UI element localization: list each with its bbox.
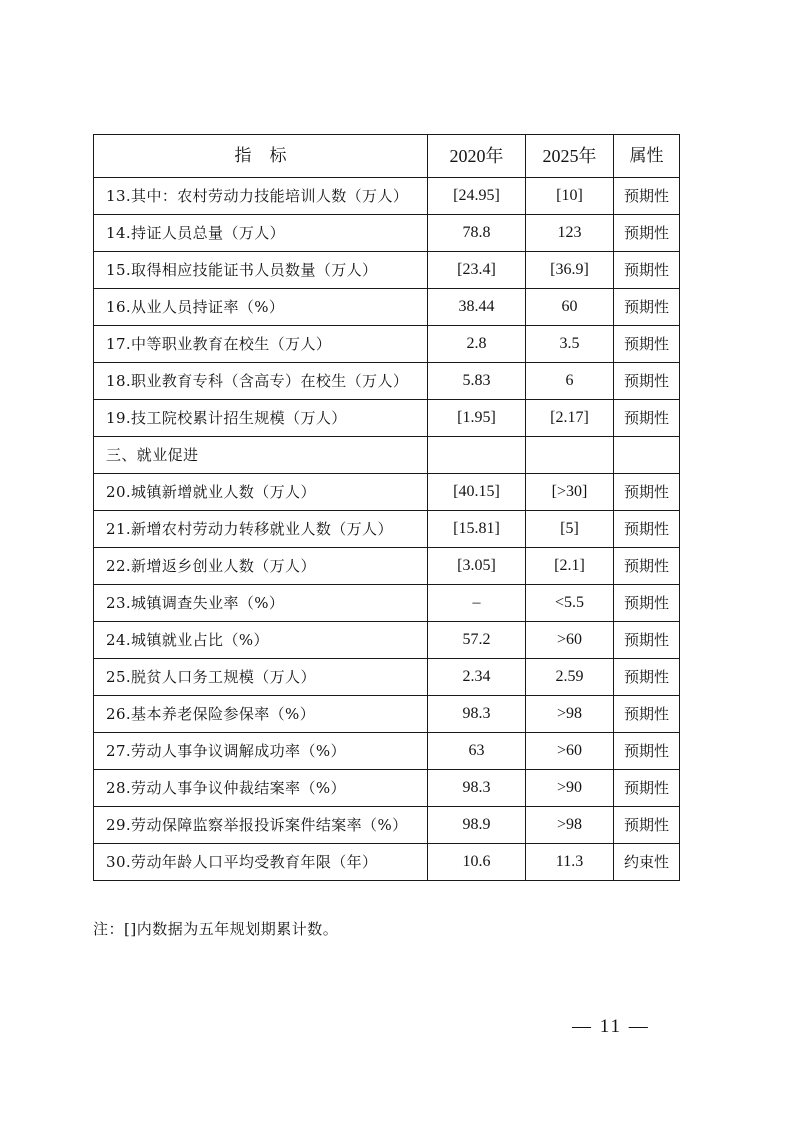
value-2020 <box>428 437 526 474</box>
table-row <box>94 770 680 807</box>
value-2025: 60 <box>526 289 614 326</box>
indicator-name: 25.脱贫人口务工规模（万人） <box>94 659 428 696</box>
attribute-value: 预期性 <box>614 733 680 770</box>
value-2020: 10.6 <box>428 844 526 881</box>
table-row <box>94 548 680 585</box>
attribute-value: 预期性 <box>614 696 680 733</box>
attribute-value: 预期性 <box>614 215 680 252</box>
table-row <box>94 622 680 659</box>
table-row <box>94 178 680 215</box>
value-2020: 78.8 <box>428 215 526 252</box>
section-row <box>94 437 680 474</box>
attribute-value: 预期性 <box>614 770 680 807</box>
attribute-value: 预期性 <box>614 548 680 585</box>
indicator-name: 30.劳动年龄人口平均受教育年限（年） <box>94 844 428 881</box>
indicator-name: 13.其中：农村劳动力技能培训人数（万人） <box>94 178 428 215</box>
value-2025 <box>526 437 614 474</box>
indicator-name: 17.中等职业教育在校生（万人） <box>94 326 428 363</box>
attribute-value: 预期性 <box>614 807 680 844</box>
attribute-value: 预期性 <box>614 178 680 215</box>
table-row <box>94 511 680 548</box>
indicator-name: 29.劳动保障监察举报投诉案件结案率（%） <box>94 807 428 844</box>
value-2020: [23.4] <box>428 252 526 289</box>
table-row <box>94 844 680 881</box>
value-2025: [10] <box>526 178 614 215</box>
value-2020: [15.81] <box>428 511 526 548</box>
value-2025: <5.5 <box>526 585 614 622</box>
table-row <box>94 659 680 696</box>
value-2025: [>30] <box>526 474 614 511</box>
indicator-name: 19.技工院校累计招生规模（万人） <box>94 400 428 437</box>
table-body <box>94 178 680 881</box>
value-2025: >90 <box>526 770 614 807</box>
attribute-value <box>614 437 680 474</box>
attribute-value: 预期性 <box>614 622 680 659</box>
table-header-row <box>94 135 680 178</box>
table-row <box>94 733 680 770</box>
indicator-name: 24.城镇就业占比（%） <box>94 622 428 659</box>
page-number: — 11 — <box>572 1016 650 1037</box>
value-2020: 98.3 <box>428 696 526 733</box>
attribute-value: 约束性 <box>614 844 680 881</box>
indicator-name: 20.城镇新增就业人数（万人） <box>94 474 428 511</box>
attribute-value: 预期性 <box>614 363 680 400</box>
indicator-name: 18.职业教育专科（含高专）在校生（万人） <box>94 363 428 400</box>
table-row <box>94 252 680 289</box>
value-2025: 123 <box>526 215 614 252</box>
value-2020: 38.44 <box>428 289 526 326</box>
indicator-name: 27.劳动人事争议调解成功率（%） <box>94 733 428 770</box>
attribute-value: 预期性 <box>614 659 680 696</box>
section-heading: 三、就业促进 <box>94 437 428 474</box>
table-row <box>94 807 680 844</box>
header-year-2025: 2025年 <box>526 135 614 178</box>
table-row <box>94 289 680 326</box>
indicator-name: 26.基本养老保险参保率（%） <box>94 696 428 733</box>
value-2020: 2.34 <box>428 659 526 696</box>
value-2025: [2.17] <box>526 400 614 437</box>
value-2025: >98 <box>526 807 614 844</box>
value-2020: – <box>428 585 526 622</box>
attribute-value: 预期性 <box>614 474 680 511</box>
value-2025: 2.59 <box>526 659 614 696</box>
value-2020: 98.9 <box>428 807 526 844</box>
attribute-value: 预期性 <box>614 326 680 363</box>
value-2020: [1.95] <box>428 400 526 437</box>
value-2020: [3.05] <box>428 548 526 585</box>
value-2025: >60 <box>526 622 614 659</box>
table-row <box>94 363 680 400</box>
header-indicator: 指标 <box>94 135 428 178</box>
value-2025: 3.5 <box>526 326 614 363</box>
value-2025: 6 <box>526 363 614 400</box>
indicator-name: 23.城镇调查失业率（%） <box>94 585 428 622</box>
table-row <box>94 474 680 511</box>
value-2025: [5] <box>526 511 614 548</box>
indicator-name: 15.取得相应技能证书人员数量（万人） <box>94 252 428 289</box>
value-2025: >60 <box>526 733 614 770</box>
indicator-name: 21.新增农村劳动力转移就业人数（万人） <box>94 511 428 548</box>
table-row <box>94 400 680 437</box>
value-2020: [40.15] <box>428 474 526 511</box>
value-2025: [2.1] <box>526 548 614 585</box>
indicator-table <box>93 134 680 881</box>
indicator-name: 28.劳动人事争议仲裁结案率（%） <box>94 770 428 807</box>
attribute-value: 预期性 <box>614 289 680 326</box>
value-2025: [36.9] <box>526 252 614 289</box>
indicator-name: 16.从业人员持证率（%） <box>94 289 428 326</box>
value-2020: 2.8 <box>428 326 526 363</box>
value-2025: 11.3 <box>526 844 614 881</box>
table-row <box>94 215 680 252</box>
value-2020: 98.3 <box>428 770 526 807</box>
table-row <box>94 585 680 622</box>
value-2020: [24.95] <box>428 178 526 215</box>
table-row <box>94 696 680 733</box>
table-row <box>94 326 680 363</box>
value-2020: 63 <box>428 733 526 770</box>
attribute-value: 预期性 <box>614 511 680 548</box>
value-2020: 57.2 <box>428 622 526 659</box>
value-2025: >98 <box>526 696 614 733</box>
attribute-value: 预期性 <box>614 252 680 289</box>
header-attribute: 属性 <box>614 135 680 178</box>
value-2020: 5.83 <box>428 363 526 400</box>
attribute-value: 预期性 <box>614 585 680 622</box>
header-year-2020: 2020年 <box>428 135 526 178</box>
indicator-name: 14.持证人员总量（万人） <box>94 215 428 252</box>
attribute-value: 预期性 <box>614 400 680 437</box>
indicator-name: 22.新增返乡创业人数（万人） <box>94 548 428 585</box>
table-footnote: 注：[]内数据为五年规划期累计数。 <box>93 920 339 938</box>
